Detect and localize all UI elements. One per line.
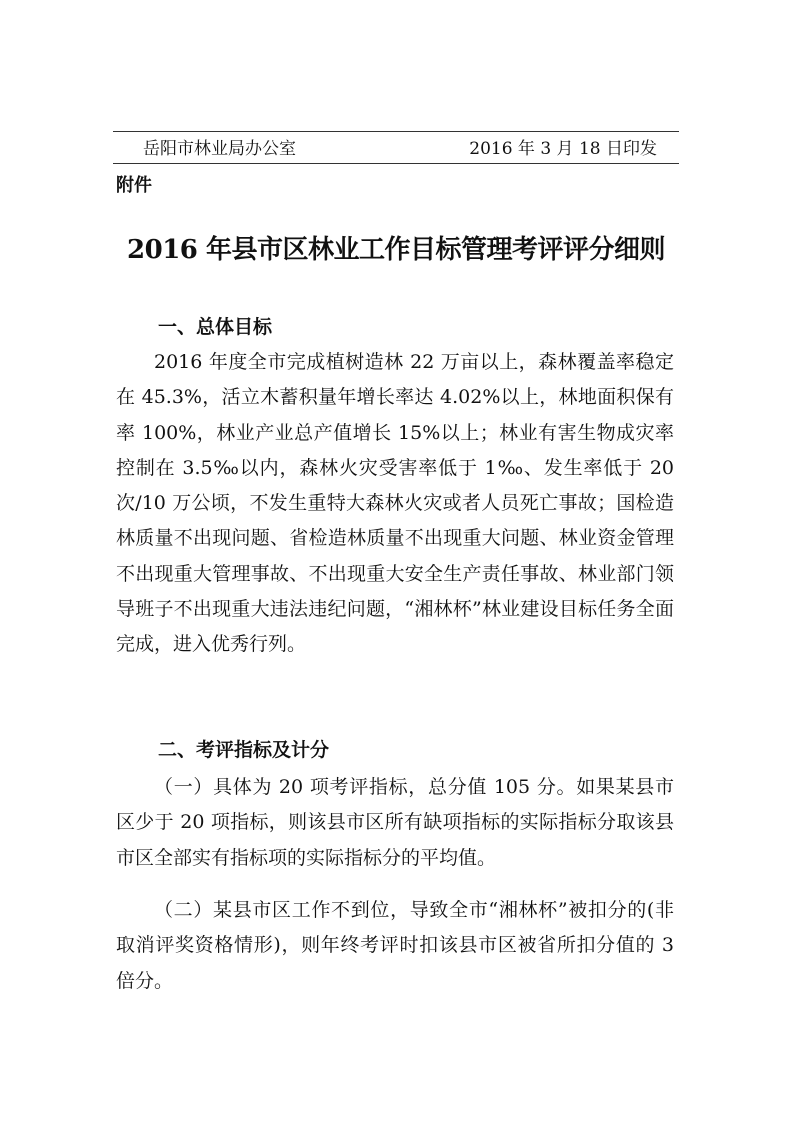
section-paragraph: （一）具体为 20 项考评指标，总分值 105 分。如果某县市区少于 20 项指标，则该县市区所有缺项指标的实际指标分取该县市区全部实有指标项的实际指标分的平均值。 bbox=[116, 776, 674, 869]
document-header bbox=[113, 136, 679, 162]
document-title: 2016 年县市区林业工作目标管理考评评分细则 bbox=[127, 235, 665, 265]
section-heading-overall-goals: 一、总体目标 bbox=[158, 316, 273, 338]
issue-date: 2016 年 3 月 18 日印发 bbox=[469, 139, 657, 159]
section-heading-evaluation-indicators: 二、考评指标及计分 bbox=[158, 739, 330, 761]
issuer-name: 岳阳市林业局办公室 bbox=[143, 139, 296, 159]
section-paragraph: （二）某县市区工作不到位，导致全市“湘林杯”被扣分的(非取消评奖资格情形)，则年终考评时扣该县市区被省所扣分值的 3 倍分。 bbox=[116, 899, 674, 992]
header-top-rule bbox=[113, 131, 679, 132]
attachment-label: 附件 bbox=[116, 175, 152, 196]
header-bottom-rule bbox=[113, 163, 679, 164]
section-paragraph: 2016 年度全市完成植树造林 22 万亩以上，森林覆盖率稳定在 45.3%，活立木蓄积量年增长率达 4.02%以上，林地面积保有率 100%，林业产业总产值增长 15%以上；林业有害生物成灾率控制在 3.5‰以内，森林火灾受害率低于 1‰、发生率低于 20 次/10 万公顷，不发生重特大森林火灾或者人员死亡事故；国检造林质量不出现问题、省检造林质量不出现重大问题、林业资金管理不出现重大管理事故、不出现重大安全生产责任事故、林业部门领导班子不出现重大违法违纪问题，“湘林杯”林业建设目标任务全面完成，进入优秀行列。 bbox=[116, 351, 674, 656]
